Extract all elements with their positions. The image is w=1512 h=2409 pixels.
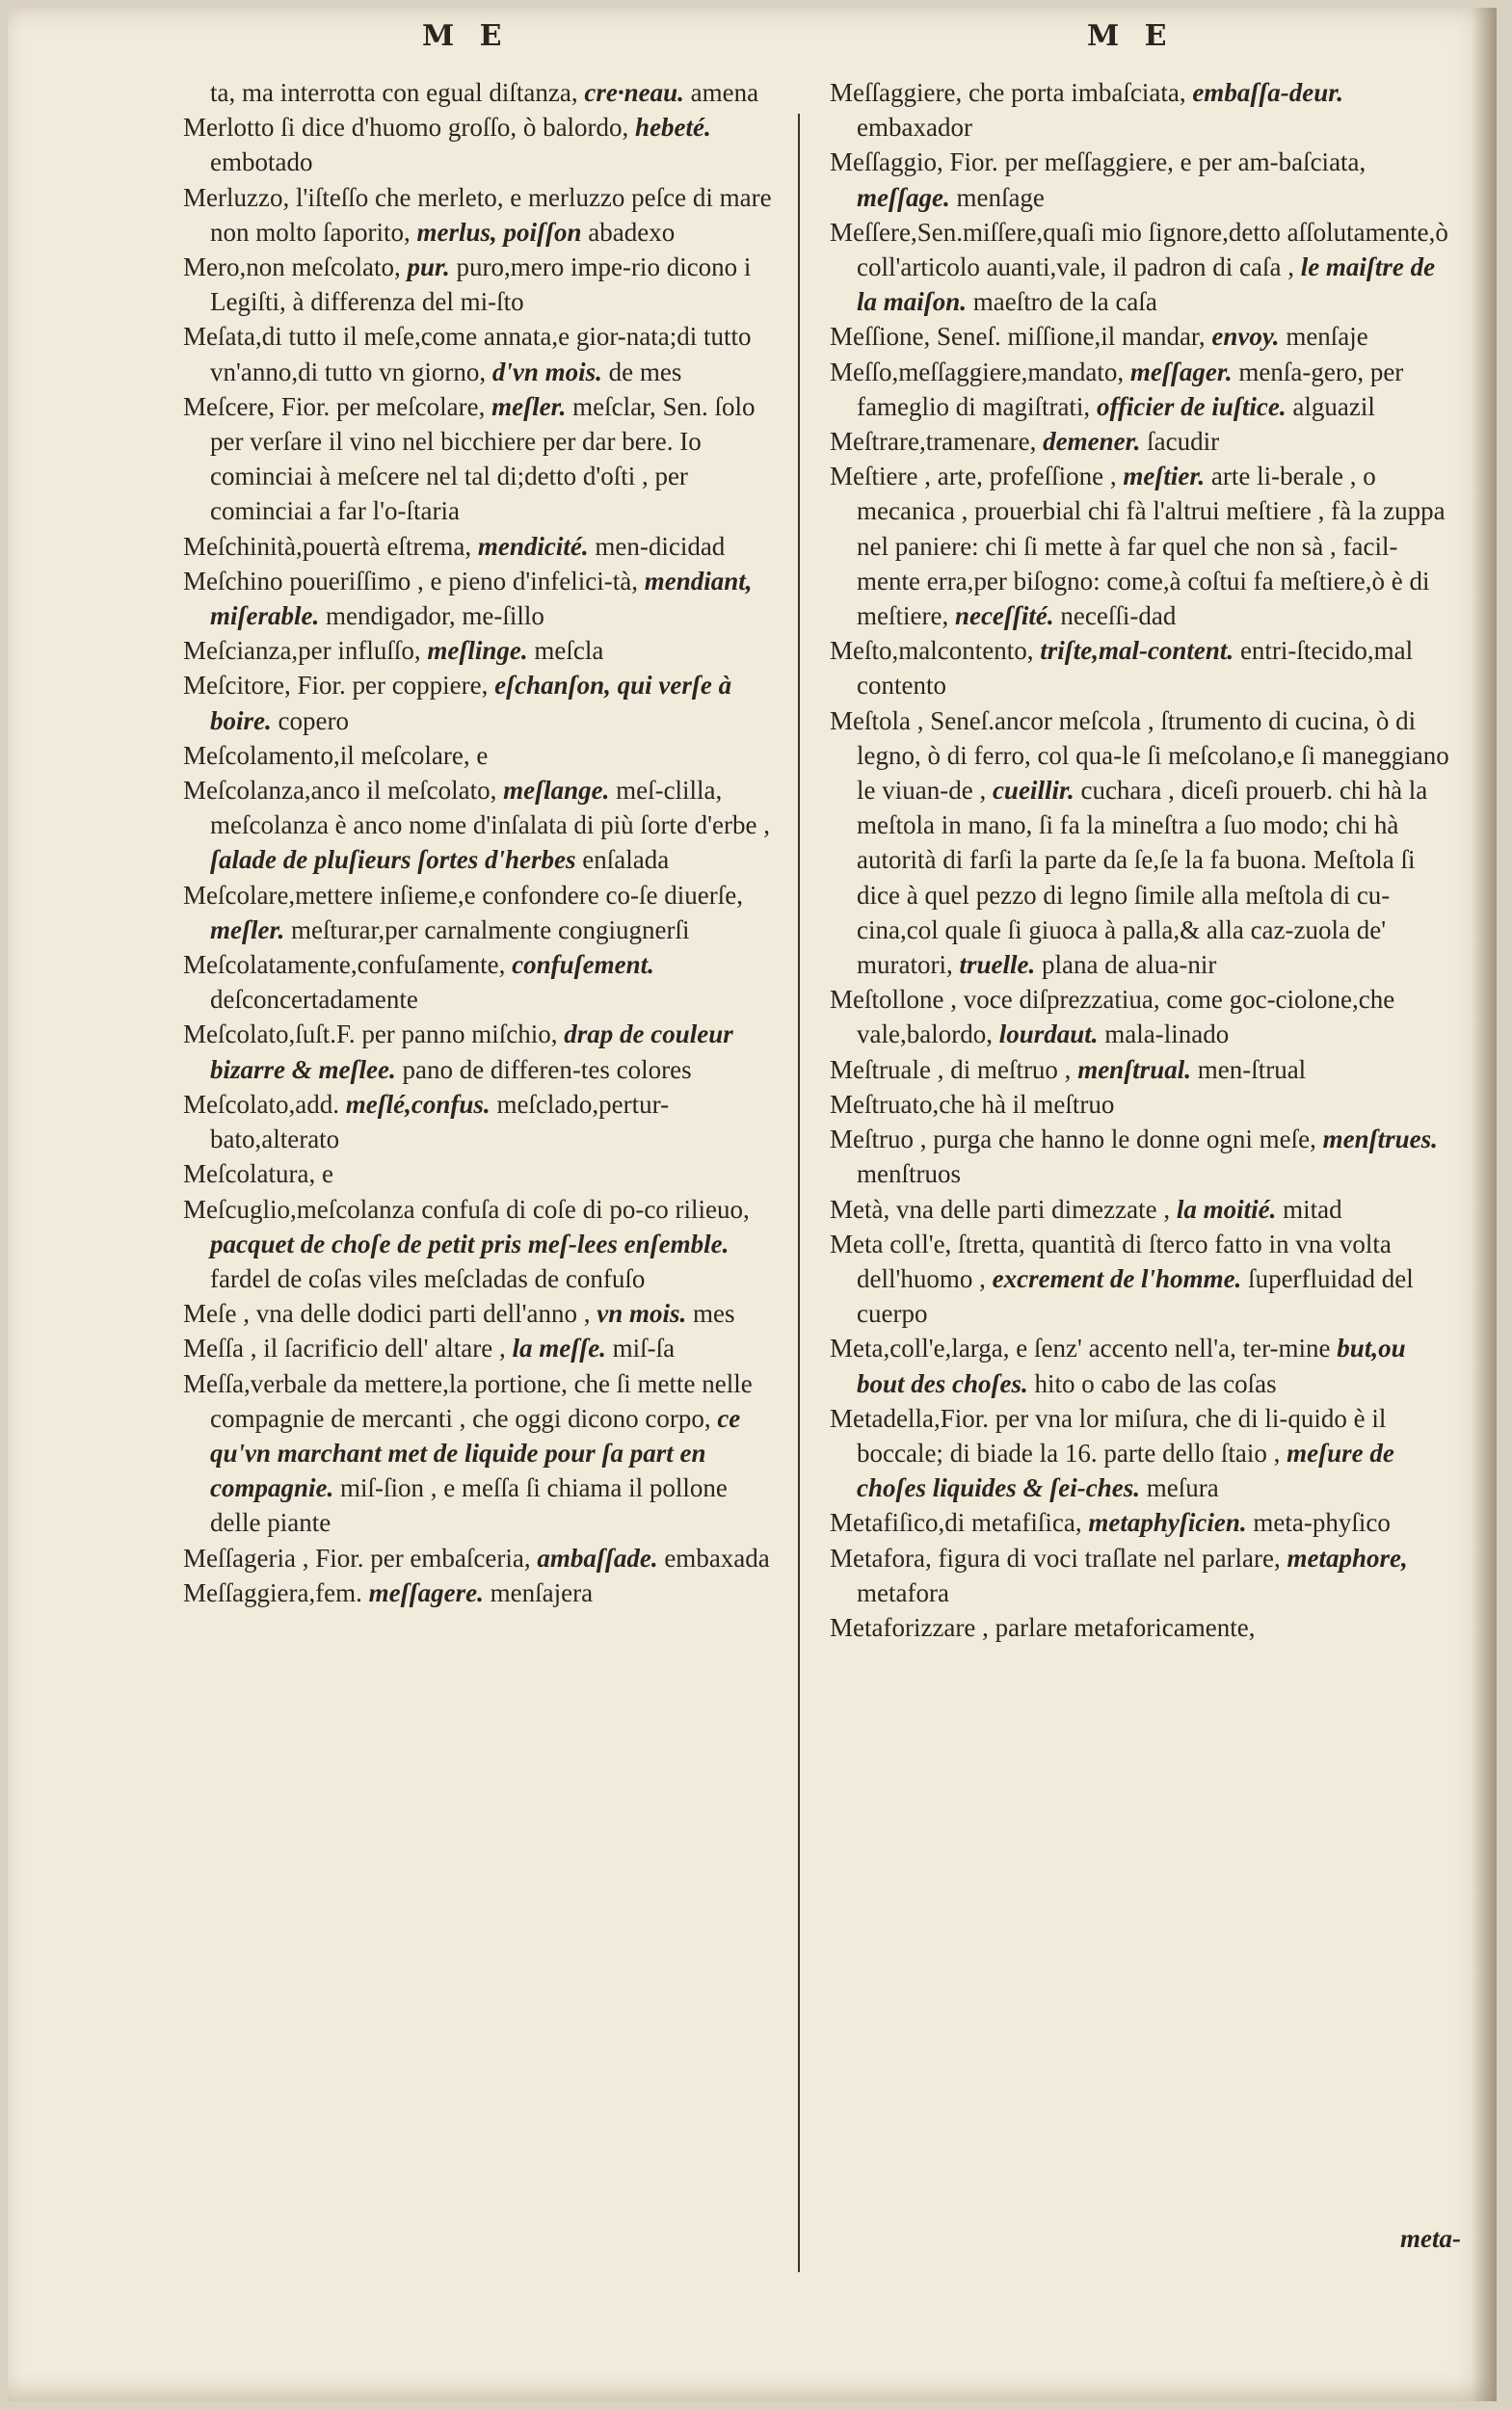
right-column [830,75,1456,1645]
spanish-gloss: meſclar, Sen. ſolo per verſare il vino nel bicchiere per dar bere. Io cominciai à meſcere nel tal di;detto d'oſti , per cominciai a far l'o-ſtaria [210,391,756,526]
dictionary-entry [830,355,1456,424]
spanish-gloss: entri-ſtecido,mal contento [857,636,1414,701]
french-gloss: demener. [1043,427,1141,457]
dictionary-entry [183,738,781,773]
italian-text: Meſſa,verbale da mettere,la portione, che ſi mette nelle compagnie de mercanti , che oggi dicono corpo, [183,1368,753,1433]
dictionary-entry [183,947,781,1017]
french-gloss: la meſſe. [512,1334,606,1363]
italian-text: Meta,coll'e,larga, e ſenz' accento nell'a, ter-mine [830,1334,1331,1363]
french-gloss: menſtrual. [1077,1054,1191,1084]
catchword: meta- [1400,2224,1461,2253]
spanish-gloss: mendigador, me-ſillo [325,601,544,631]
dictionary-entry [183,1575,781,1610]
spanish-gloss: miſ-ſa [612,1334,676,1363]
spanish-gloss: puro,mero impe-rio dicono i Legiſti, à differenza del mi-ſto [210,252,752,317]
italian-text: Metafiſico,di metafiſica, [830,1508,1082,1538]
dictionary-entry [183,1541,781,1575]
spanish-gloss: menſaje [1286,322,1368,352]
italian-text: Meſtruato,che hà il meſtruo [830,1089,1115,1119]
spanish-gloss: men-dicidad [595,531,726,561]
dictionary-entry [830,1052,1456,1087]
dictionary-entry [183,564,781,633]
italian-text: Meſcolatamente,confuſamente, [183,950,506,980]
french-gloss: neceſſité. [954,601,1054,631]
dictionary-entry [830,1227,1456,1332]
french-gloss: cueillir. [992,776,1074,806]
italian-text: Meſchino poueriſſimo , e pieno d'infelici-tà, [183,566,638,596]
dictionary-entry [183,389,781,529]
dictionary-entry [830,1087,1456,1122]
spanish-gloss: metafora [857,1577,949,1607]
spanish-gloss: mes [693,1299,735,1329]
spanish-gloss: meſturar,per carnalmente congiugnerſi [290,914,690,944]
italian-text: Meſcolare,mettere inſieme,e confondere co-ſe diuerſe, [183,880,743,910]
italian-text: Meſſere,Sen.miſſere,quaſi mio ſignore,detto aſſolutamente,ò coll'articolo auanti,vale, il padron di caſa , [830,217,1448,282]
spanish-gloss: menſtruos [857,1159,961,1189]
italian-text: Meſſaggiera,fem. [183,1577,362,1607]
french-gloss: merlus, poiſſon [416,217,582,247]
spanish-gloss: meſclado,pertur-bato,alterato [210,1089,670,1154]
dictionary-entry [183,1156,781,1191]
dictionary-entry [183,773,781,878]
italian-text: Meſſione, Seneſ. miſſione,il mandar, [830,322,1206,352]
spanish-gloss: men-ſtrual [1197,1054,1307,1084]
italian-text: Meſtrare,tramenare, [830,427,1037,457]
spanish-gloss: miſ-ſion , e meſſa ſi chiama il pollone delle piante [210,1473,728,1538]
french-gloss: confuſement. [512,950,654,980]
italian-text: Metadella,Fior. per vna lor miſura, che di li-quido è il boccale; di biade la 16. parte dello ſtaio , [830,1403,1387,1468]
italian-text: Metafora, figura di voci traſlate nel parlare, [830,1543,1281,1573]
french-gloss: hebeté. [635,113,711,143]
italian-text: Meſcianza,per influſſo, [183,636,421,666]
italian-text: Meſſaggio, Fior. per meſſaggiere, e per am-baſciata, [830,147,1366,177]
french-gloss: meſſagere. [368,1577,484,1607]
french-gloss: officier de iuſtice. [1096,391,1287,421]
spanish-gloss: amena [690,78,759,107]
dictionary-entry [830,75,1456,145]
spanish-gloss: fardel de coſas viles meſcladas de confuſo [210,1263,646,1293]
dictionary-entry [183,75,781,110]
french-gloss: ambaſſade. [537,1543,658,1573]
dictionary-entry [830,633,1456,702]
italian-text: Merlotto ſi dice d'huomo groſſo, ò balordo, [183,113,629,143]
italian-text: Metaforizzare , parlare metaforicamente, [830,1612,1256,1642]
french-gloss: excrement de l'homme. [992,1263,1242,1293]
italian-text: Meſchinità,pouertà eſtrema, [183,531,472,561]
italian-text: Meſtola , Seneſ.ancor meſcola , ſtrumento di cucina, ò di legno, ò di ferro, col qua-le ſi meſcolano,e ſi maneggiano le viuan-de , [830,705,1449,806]
french-gloss: meſler. [210,914,285,944]
french-gloss: le maiſtre de la maiſon. [857,252,1436,317]
french-gloss: ce qu'vn marchant met de liquide pour ſa part en compagnie. [210,1403,741,1503]
italian-text: Meſe , vna delle dodici parti dell'anno , [183,1299,591,1329]
italian-text: Meſſageria , Fior. per embaſceria, [183,1543,531,1573]
spanish-gloss: menſage [956,182,1045,212]
italian-text: Meſcolatura, e [183,1159,333,1189]
french-gloss: meſſage. [857,182,950,212]
french-gloss: meſlé,confus. [345,1089,491,1119]
french-gloss: eſchanſon, qui verſe à boire. [210,671,732,735]
spanish-gloss: menſa-gero, per fameglio di magiſtrati, [857,357,1404,421]
italian-text: Meſtiere , arte, profeſſione , [830,462,1117,491]
spanish-gloss: enſalada [582,845,670,875]
dictionary-entry [830,459,1456,633]
dictionary-entry [830,1610,1456,1645]
spanish-gloss: maeſtro de la caſa [972,287,1157,317]
italian-text: Meſcuglio,meſcolanza confuſa di coſe di po-co rilieuo, [183,1194,750,1224]
spanish-gloss: meſcla [534,636,604,666]
italian-text: Meſcolamento,il meſcolare, e [183,740,489,770]
dictionary-entry [830,1331,1456,1400]
dictionary-entry [183,1087,781,1156]
dictionary-entry [183,1017,781,1086]
dictionary-entry [183,1331,781,1365]
french-gloss: meſtier. [1123,462,1206,491]
spanish-gloss: mitad [1283,1194,1342,1224]
dictionary-entry [183,110,781,179]
italian-text: Meſtollone , voce diſprezzatiua, come goc-ciolone,che vale,balordo, [830,985,1395,1049]
dictionary-entry [183,1366,781,1541]
dictionary-entry [183,250,781,319]
dictionary-entry [183,1192,781,1297]
spanish-gloss: copero [278,705,349,735]
spanish-gloss: menſajera [490,1577,594,1607]
spanish-gloss: alguazil [1292,391,1375,421]
french-gloss: meſſager. [1129,357,1233,386]
dictionary-entry [183,668,781,737]
french-gloss: but,ou bout des choſes. [857,1334,1406,1398]
italian-text: Meſcitore, Fior. per coppiere, [183,671,489,701]
dictionary-entry [830,1192,1456,1227]
french-gloss: triſte,mal-content. [1040,636,1234,666]
dictionary-entry [830,982,1456,1051]
spanish-gloss: embaxada [664,1543,770,1573]
italian-text: Meſcere, Fior. per meſcolare, [183,391,486,421]
dictionary-entry [830,703,1456,983]
french-gloss: meſler. [491,391,567,421]
dictionary-entry [830,145,1456,214]
italian-text: Meſſo,meſſaggiere,mandato, [830,357,1125,386]
italian-text: Meſata,di tutto il meſe,come annata,e gior-nata;di tutto vn'anno,di tutto vn giorno, [183,322,752,386]
french-gloss: pur. [407,252,450,282]
spanish-gloss: mala-linado [1104,1019,1230,1049]
italian-text: Meſtruo , purga che hanno le donne ogni meſe, [830,1125,1316,1154]
italian-text: Meſſa , il ſacrificio dell' altare , [183,1334,506,1363]
spanish-gloss: meta-phyſico [1253,1508,1391,1538]
dictionary-entry [183,529,781,564]
italian-text: Meſcolanza,anco il meſcolato, [183,776,497,806]
italian-text: Merluzzo, l'iſteſſo che merleto, e merluzzo peſce di mare non molto ſaporito, [183,182,772,247]
italian-text: Meta coll'e, ſtretta, quantità di ſterco fatto in vna volta dell'huomo , [830,1229,1392,1293]
spanish-gloss: embaxador [857,113,972,143]
french-gloss: meſlange. [503,776,610,806]
dictionary-entry [830,1505,1456,1540]
spanish-gloss: meſura [1146,1473,1219,1503]
dictionary-page [8,8,1497,2401]
italian-text: Meſtruale , di meſtruo , [830,1054,1072,1084]
dictionary-entry [830,1122,1456,1191]
french-gloss: metaphyſicien. [1088,1508,1247,1538]
dictionary-entry [830,1541,1456,1610]
italian-text: ta, ma interrotta con egual diſtanza, [210,78,578,107]
italian-text: Metà, vna delle parti dimezzate , [830,1194,1171,1224]
dictionary-entry [830,319,1456,354]
french-gloss: vn mois. [597,1299,687,1329]
french-gloss: meſure de choſes liquides & ſei-ches. [857,1438,1394,1503]
italian-text: Meſcolato,ſuſt.F. per panno miſchio, [183,1019,558,1049]
running-head-right: M E [1087,19,1175,53]
italian-text: Mero,non meſcolato, [183,252,401,282]
french-gloss: mendicité. [477,531,589,561]
spanish-gloss: cuchara , diceſi prouerb. chi hà la meſtola in mano, ſi fa la mineſtra a ſuo modo; chi hà autorità di farſi la parte da ſe,ſe la fa buona. Meſtola ſi dice à quel pezzo di legno ſimile alla meſtola di cu-cina,col quale ſi giuoca à palla,& alla caz-zuola de' muratori, [857,776,1428,980]
french-gloss: truelle. [959,950,1036,980]
french-gloss: pacquet de choſe de petit pris meſ-lees enſemble. [210,1229,729,1258]
french-gloss: ſalade de pluſieurs ſortes d'herbes [210,845,576,875]
french-gloss: lourdaut. [998,1019,1099,1049]
french-gloss: meſlinge. [427,636,528,666]
spanish-gloss: abadexo [588,217,676,247]
column-divider [798,114,800,2272]
italian-text: Meſſaggiere, che porta imbaſciata, [830,78,1186,107]
spanish-gloss: meſ-clilla, meſcolanza è anco nome d'inſalata di più ſorte d'erbe , [210,776,770,840]
dictionary-entry [830,424,1456,459]
dictionary-entry [183,878,781,947]
italian-text: Meſcolato,add. [183,1089,339,1119]
spanish-gloss: pano de differen-tes colores [402,1054,692,1084]
spanish-gloss: deſconcertadamente [210,985,418,1015]
dictionary-entry [183,1296,781,1331]
dictionary-entry [183,633,781,668]
italian-text: Meſto,malcontento, [830,636,1034,666]
page-gutter-shadow [1472,8,1497,2401]
spanish-gloss: plana de alua-nir [1041,950,1217,980]
french-gloss: embaſſa-deur. [1192,78,1344,107]
spanish-gloss: ſuperfluidad del cuerpo [857,1263,1414,1329]
dictionary-entry [183,180,781,250]
french-gloss: la moitié. [1176,1194,1277,1224]
left-column [183,75,781,1610]
dictionary-entry [830,1401,1456,1506]
french-gloss: mendiant, miſerable. [210,566,753,631]
french-gloss: cre·neau. [584,78,684,107]
dictionary-entry [830,215,1456,320]
spanish-gloss: hito o cabo de las coſas [1034,1368,1277,1398]
spanish-gloss: neceſſi-dad [1060,601,1177,631]
spanish-gloss: ſacudir [1147,427,1220,457]
spanish-gloss: embotado [210,147,313,177]
dictionary-entry [183,319,781,388]
french-gloss: menſtrues. [1322,1125,1438,1154]
french-gloss: metaphore, [1287,1543,1408,1573]
spanish-gloss: de mes [608,357,682,386]
french-gloss: d'vn mois. [491,357,602,386]
french-gloss: envoy. [1211,322,1280,352]
running-head-left: M E [422,19,510,53]
french-gloss: drap de couleur bizarre & meſlee. [210,1019,733,1084]
spanish-gloss: arte li-berale , o mecanica , prouerbial chi fà l'altrui meſtiere , fà la zuppa nel paniere: chi ſi mette à far quel che non sà , facil-mente erra,per biſogno: come,à coſtui fa meſtiere,ò è di meſtiere, [857,462,1446,631]
